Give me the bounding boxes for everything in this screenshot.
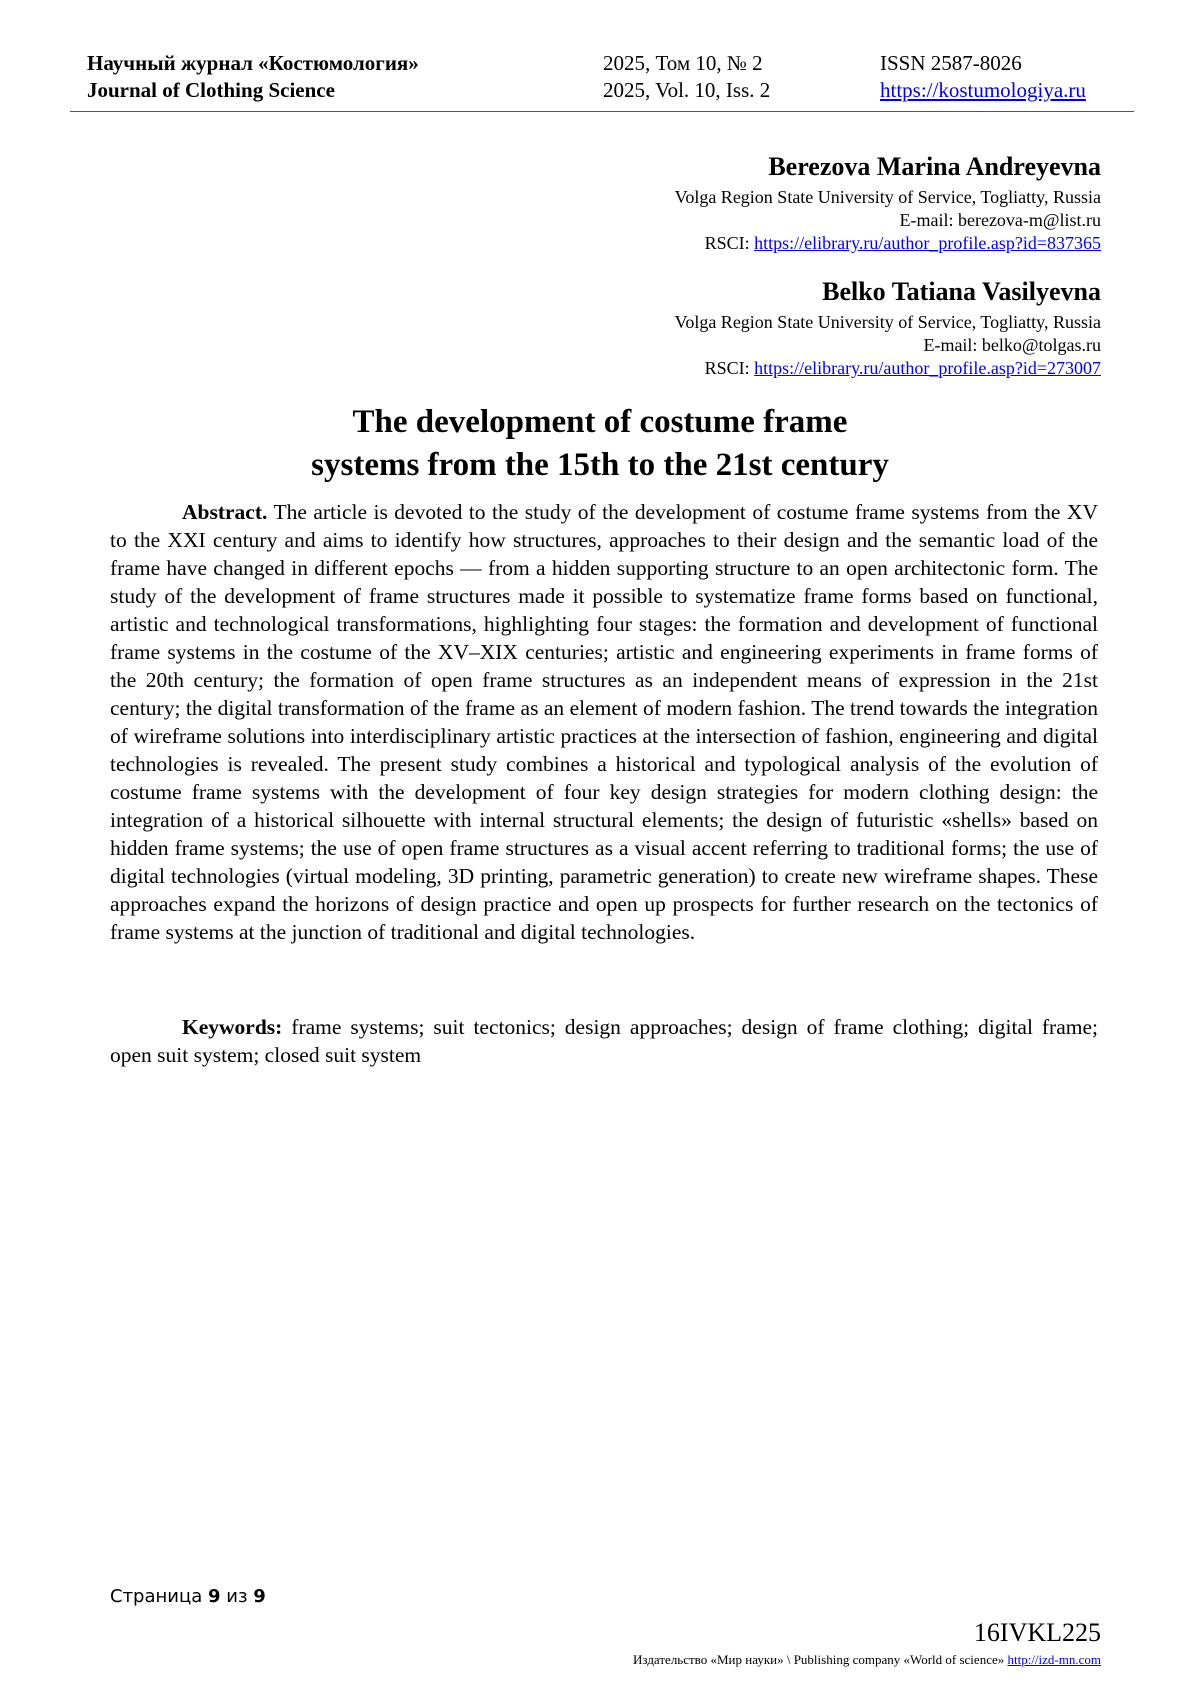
rsci-link[interactable]: https://elibrary.ru/author_profile.asp?id=837365 xyxy=(754,233,1101,253)
journal-name-en: Journal of Clothing Science xyxy=(87,78,335,102)
abstract-label: Abstract. xyxy=(182,500,268,524)
author-rsci xyxy=(675,232,1101,255)
author-email: E-mail: berezova-m@list.ru xyxy=(899,210,1101,230)
header-divider xyxy=(70,111,1134,112)
journal-site-link[interactable]: https://kostumologiya.ru xyxy=(880,78,1086,102)
rsci-label: RSCI: xyxy=(704,233,750,253)
issue-ru: 2025, Том 10, № 2 xyxy=(603,51,763,75)
author-block-1 xyxy=(675,150,1101,255)
issn-block xyxy=(880,50,1140,104)
page-total: 9 xyxy=(253,1586,266,1607)
page-prefix: Страница xyxy=(110,1586,203,1607)
issue-en: 2025, Vol. 10, Iss. 2 xyxy=(603,78,771,102)
abstract-paragraph xyxy=(110,498,1098,946)
article-title-line-2: systems from the 15th to the 21st century xyxy=(311,447,889,483)
publisher-text: Издательство «Мир науки» \ Publishing company «World of science» xyxy=(633,1652,1005,1667)
journal-name-ru: Научный журнал «Костюмология» xyxy=(87,51,419,75)
keywords-text: frame systems; suit tectonics; design approaches; design of frame clothing; digital frame; open suit system; closed suit system xyxy=(110,1015,1099,1067)
author-name: Belko Tatiana Vasilyevna xyxy=(822,277,1101,306)
page-current: 9 xyxy=(208,1586,221,1607)
page-number xyxy=(110,1586,266,1607)
author-email: E-mail: belko@tolgas.ru xyxy=(923,335,1101,355)
article-code: 16IVKL225 xyxy=(973,1618,1101,1647)
journal-name-block xyxy=(87,50,607,104)
keywords-paragraph xyxy=(110,1013,1098,1069)
rsci-label: RSCI: xyxy=(704,358,750,378)
page-of: из xyxy=(226,1586,248,1607)
keywords-label: Keywords: xyxy=(182,1015,283,1039)
issn: ISSN 2587-8026 xyxy=(880,51,1022,75)
author-affiliation: Volga Region State University of Service, Togliatty, Russia xyxy=(674,312,1101,332)
author-rsci xyxy=(675,357,1101,380)
abstract-text: The article is devoted to the study of the development of costume frame systems from the XV to the XXI century and aims to identify how structures, approaches to their design and the semantic load of the frame have changed in different epochs — from a hidden supporting structure to an open architectonic form. The study of the development of frame structures made it possible to systematize frame forms based on functional, artistic and technological transformations, highlighting four stages: the formation and development of functional frame systems in the costume of the XV–XIX centuries; artistic and engineering experiments in frame forms of the 20th century; the formation of open frame structures as an independent means of expression in the 21st century; the digital transformation of the frame as an element of modern fashion. The trend towards the integration of wireframe solutions into interdisciplinary artistic practices at the intersection of fashion, engineering and digital technologies is revealed. The present study combines a historical and typological analysis of the evolution of costume frame systems with the development of four key design strategies for modern clothing design: the integration of a historical silhouette with internal structural elements; the design of futuristic «shells» based on hidden frame systems; the use of open frame structures as a visual accent referring to traditional forms; the use of digital technologies (virtual modeling, 3D printing, parametric generation) to create new wireframe shapes. These approaches expand the horizons of design practice and open up prospects for further research on the tectonics of frame systems at the junction of traditional and digital technologies. xyxy=(110,500,1098,944)
publisher-link[interactable]: http://izd-mn.com xyxy=(1007,1652,1101,1667)
publisher-line xyxy=(633,1652,1101,1668)
issue-block xyxy=(603,50,873,104)
author-affiliation: Volga Region State University of Service, Togliatty, Russia xyxy=(674,187,1101,207)
author-name: Berezova Marina Andreyevna xyxy=(768,152,1101,181)
rsci-link[interactable]: https://elibrary.ru/author_profile.asp?id=273007 xyxy=(754,358,1101,378)
article-title-line-1: The development of costume frame xyxy=(352,404,848,440)
author-block-2 xyxy=(675,275,1101,380)
article-title xyxy=(100,401,1100,487)
